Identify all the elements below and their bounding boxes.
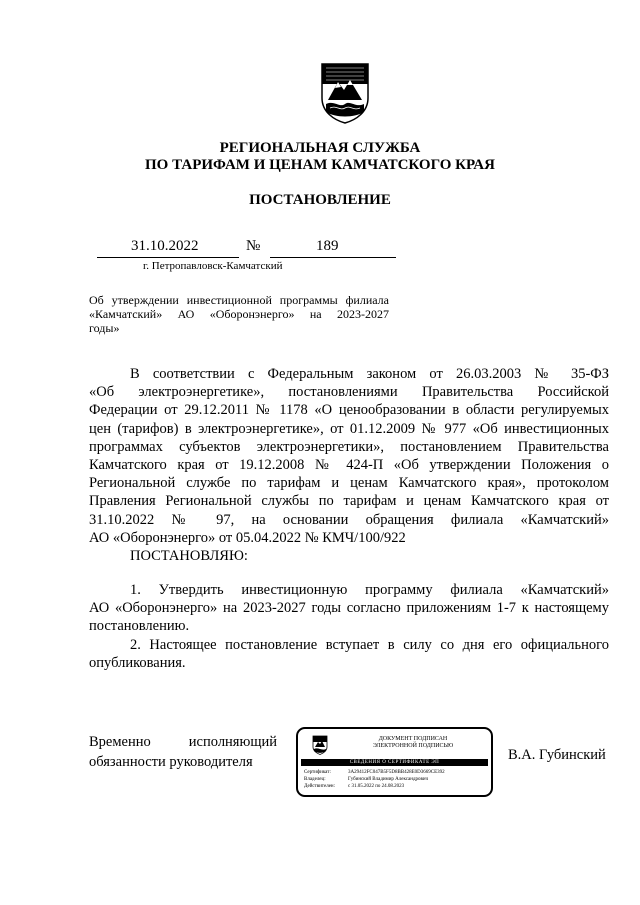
stamp-heading-line: ЭЛЕКТРОННОЙ ПОДПИСЬЮ (372, 743, 454, 749)
stamp-cert-bar: СВЕДЕНИЯ О СЕРТИФИКАТЕ ЭП (301, 759, 488, 766)
agency-name-line1: РЕГИОНАЛЬНАЯ СЛУЖБА (219, 140, 421, 156)
item-1 (89, 581, 609, 636)
signatory-title-line: обязанности руководителя (89, 754, 253, 770)
preamble-line: В соответствии с Федеральным законом от 26.03.2003 № 35-ФЗ (130, 366, 609, 382)
stamp-valid-value: с 31.05.2022 по 24.08.2023 (348, 784, 405, 789)
stamp-owner-label: Владелец: (304, 777, 326, 782)
preamble-line: 31.10.2022 № 97, на основании обращения филиала «Камчатский» (89, 511, 609, 528)
agency-name-line2: ПО ТАРИФАМ И ЦЕНАМ КАМЧАТСКОГО КРАЯ (145, 157, 495, 173)
preamble-line: Региональной службе по тарифам и ценам Камчатского края», протоколом (89, 475, 609, 492)
stamp-valid-label: Действителен: (304, 784, 335, 789)
stamp-heading-line: ДОКУМЕНТ ПОДПИСАН (378, 736, 448, 742)
subject-line: годы» (89, 321, 120, 335)
coat-of-arms-icon (312, 735, 328, 755)
preamble-line: Федерации от 29.12.2011 № 1178 «О ценообразовании в области регулируемых (89, 402, 609, 419)
preamble-line: Камчатского края от 19.12.2008 № 424-П «Об утверждении Положения о (89, 457, 609, 474)
stamp-owner-row (304, 777, 428, 783)
stamp-heading (338, 736, 488, 750)
number-field (270, 237, 396, 258)
document-subject (89, 293, 389, 335)
city: г. Петропавловск-Камчатский (143, 260, 283, 272)
coat-of-arms-icon (318, 60, 372, 124)
stamp-cert-label: Сертификат: (304, 770, 331, 775)
stamp-valid-row (304, 784, 404, 790)
subject-line: «Камчатский» АО «Оборонэнерго» на 2023-2027 (89, 307, 389, 321)
signatory-title (89, 732, 277, 772)
item-2-line: опубликования. (89, 655, 186, 672)
stamp-owner-value: Губинский Владимир Александрович (348, 777, 429, 782)
item-1-line: 1. Утвердить инвестиционную программу филиала «Камчатский» (130, 582, 609, 598)
preamble-line: «Об электроэнергетике», постановлениями Правительства Российской (89, 384, 609, 401)
item-1-line: АО «Оборонэнерго» на 2023-2027 годы согласно приложениям 1-7 к настоящему (89, 600, 609, 617)
document-type: ПОСТАНОВЛЕНИЕ (249, 192, 391, 208)
signatory-title-line: Временно исполняющий (89, 734, 277, 750)
number-sign: № (246, 238, 261, 254)
stamp-cert-row (304, 770, 445, 776)
item-2-line: 2. Настоящее постановление вступает в силу со дня его официального (130, 637, 609, 653)
number-value: 189 (316, 238, 339, 254)
date-value: 31.10.2022 (131, 238, 199, 254)
subject-line: Об утверждении инвестиционной программы филиала (89, 293, 389, 307)
preamble-paragraph (89, 365, 609, 547)
resolve-heading: ПОСТАНОВЛЯЮ: (130, 548, 248, 564)
preamble-line: цен (тарифов) в электроэнергетике», от 01.12.2009 № 977 «Об инвестиционных (89, 420, 609, 437)
item-2 (89, 636, 609, 672)
electronic-signature-stamp (296, 727, 493, 797)
preamble-line: программах субъектов электроэнергетики», постановлением Правительства (89, 438, 609, 455)
item-1-line: постановлению. (89, 618, 190, 635)
signatory-name: В.А. Губинский (508, 747, 606, 763)
stamp-cert-value: 3A29412FC047B5F5D8BB428E0D3669CE392 (348, 770, 445, 775)
date-field (97, 237, 239, 258)
preamble-line: Правления Региональной службы по тарифам и ценам Камчатского края от (89, 493, 609, 510)
preamble-line: АО «Оборонэнерго» от 05.04.2022 № КМЧ/100/922 (89, 529, 406, 546)
